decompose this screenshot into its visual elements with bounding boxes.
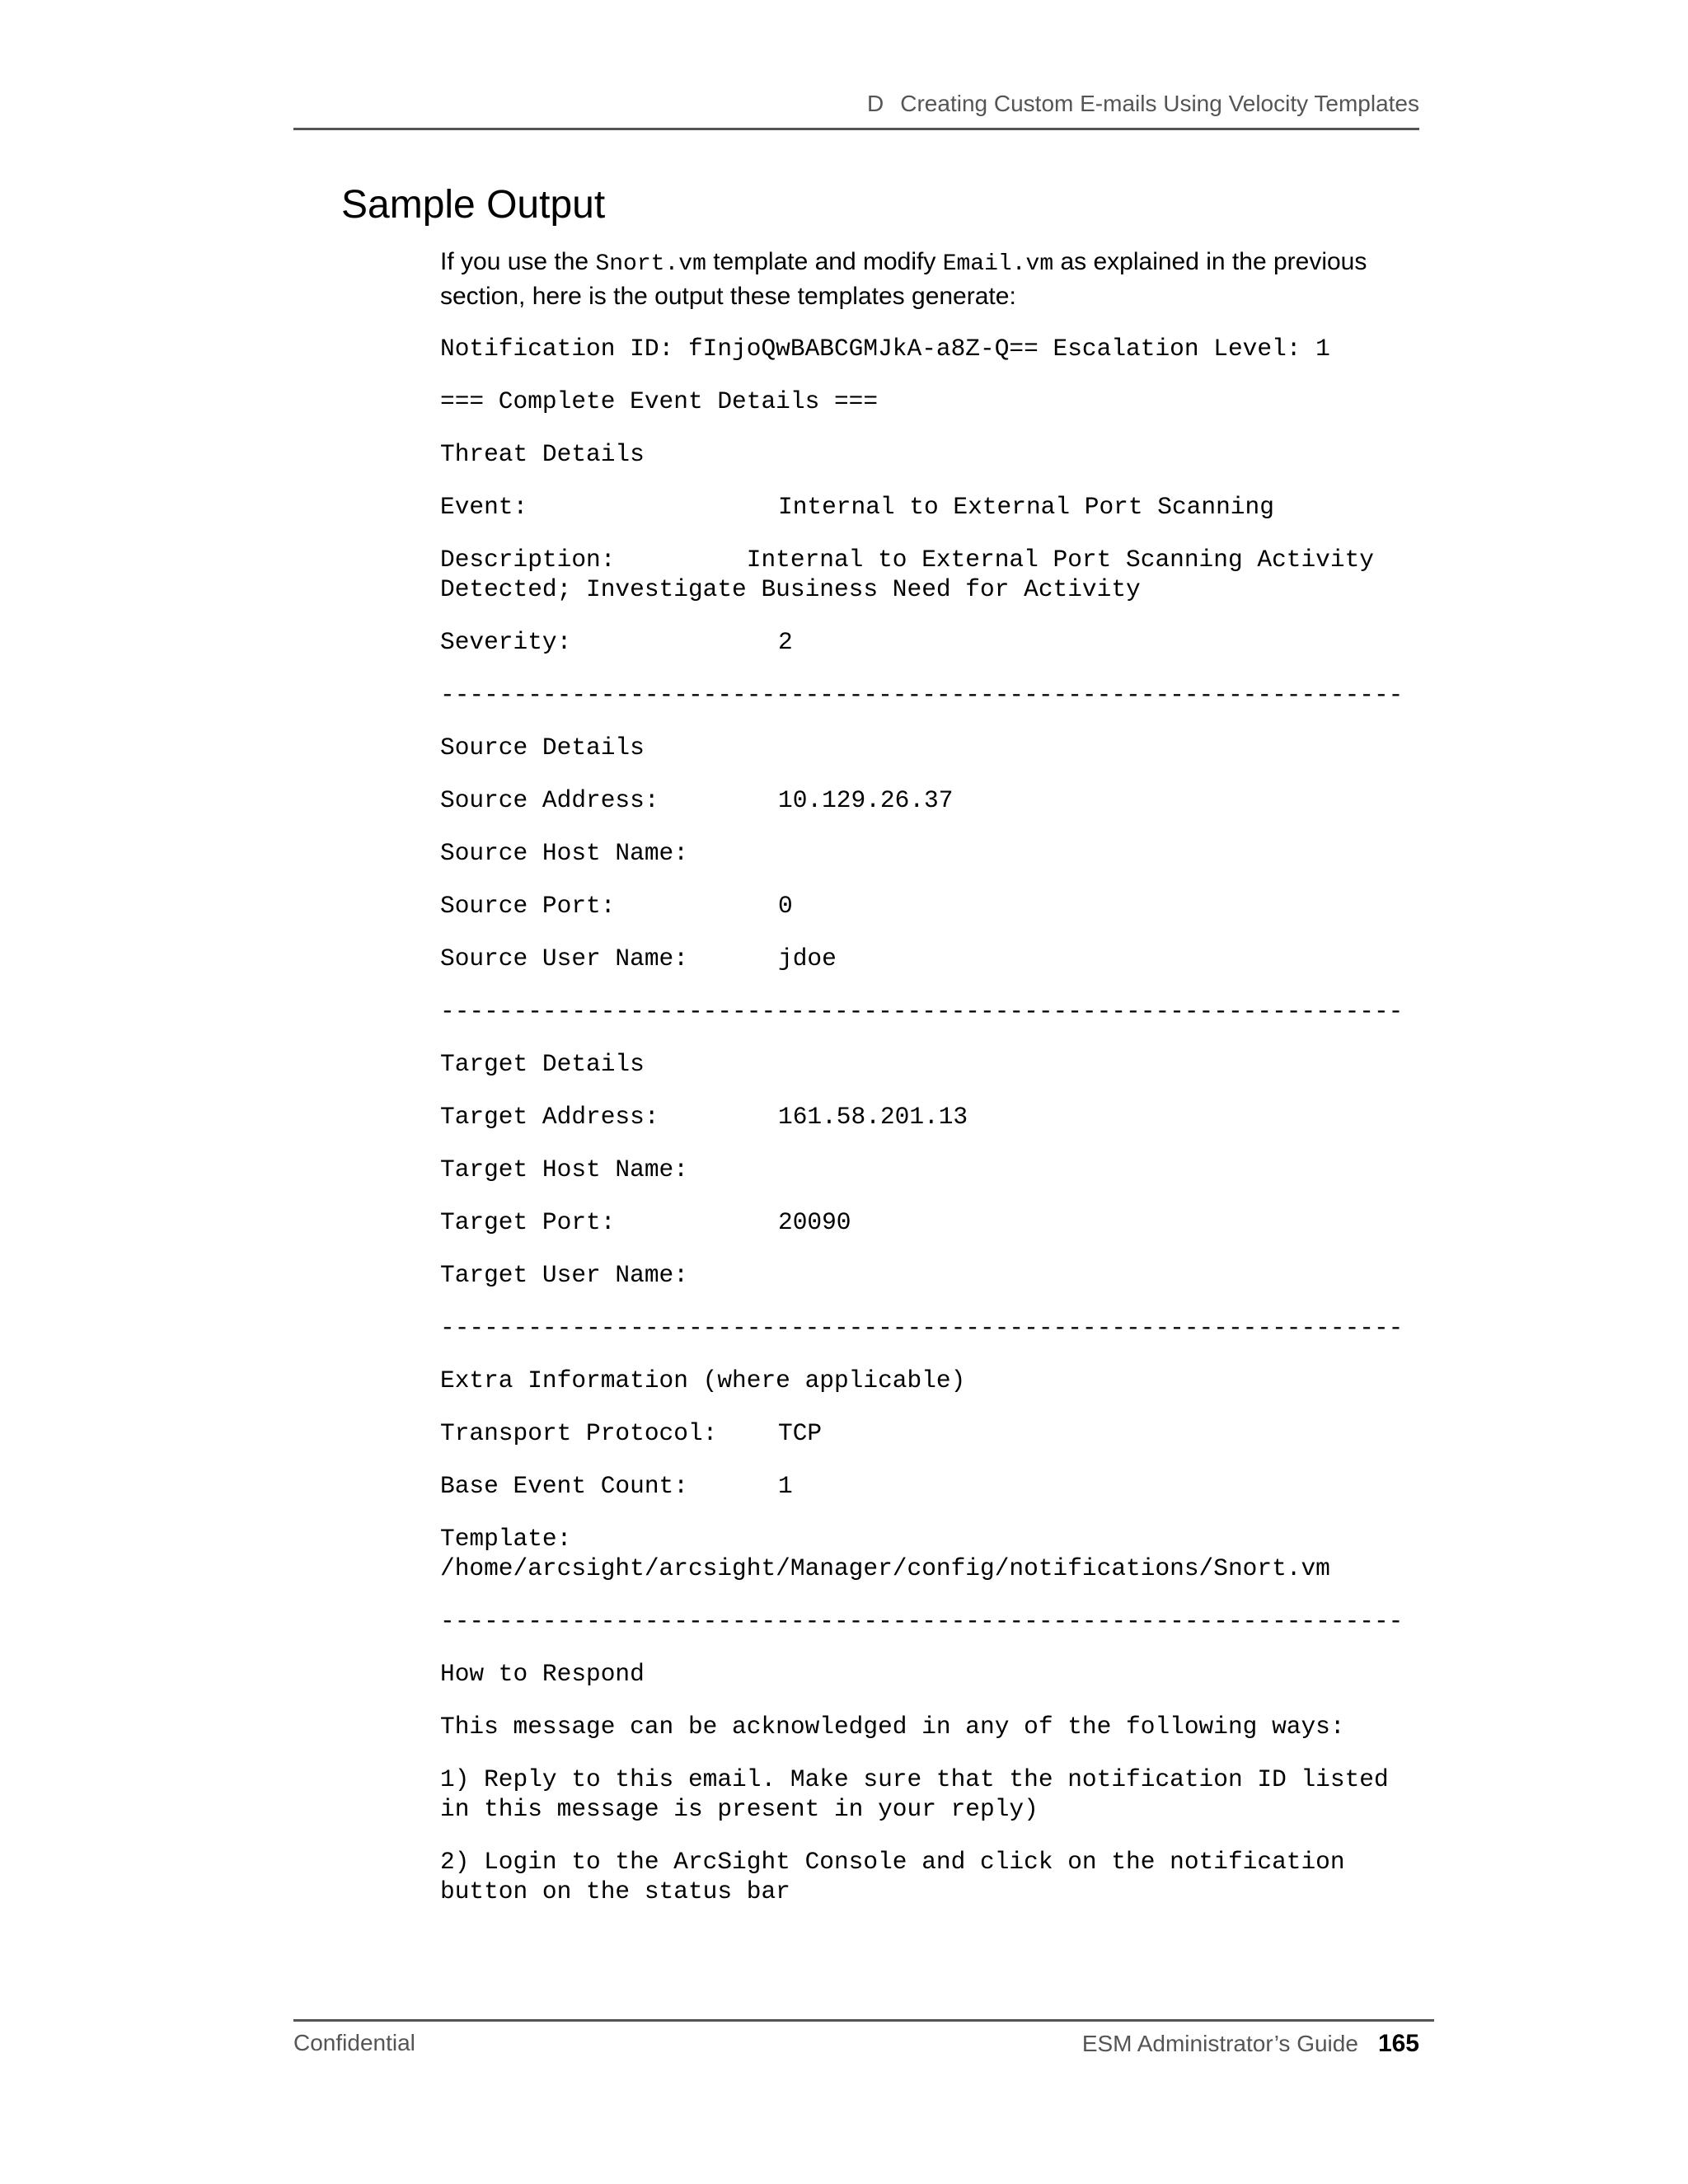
response-way-2-line-1: 2) Login to the ArcSight Console and click on the notification — [440, 1848, 1345, 1876]
severity-value: 2 — [778, 628, 793, 656]
acknowledge-intro: This message can be acknowledged in any of the following ways: — [440, 1713, 1345, 1741]
event-row — [440, 492, 1429, 522]
threat-details-heading: Threat Details — [440, 440, 645, 468]
response-way-1 — [440, 1765, 1429, 1824]
footer-confidential: Confidential — [293, 2030, 415, 2055]
section-title: Sample Output — [341, 183, 606, 227]
source-address-row — [440, 785, 1429, 815]
source-port-label: Source Port: — [440, 892, 616, 920]
target-address-row — [440, 1102, 1429, 1132]
source-address-value: 10.129.26.37 — [778, 786, 954, 814]
response-way-1-line-1: 1) Reply to this email. Make sure that the notification ID listed — [440, 1765, 1389, 1793]
chapter-title: Creating Custom E-mails Using Velocity Templates — [900, 91, 1419, 116]
source-details-heading: Source Details — [440, 733, 645, 762]
target-host-row — [440, 1155, 1429, 1184]
base-event-count-label: Base Event Count: — [440, 1472, 688, 1500]
target-user-row — [440, 1260, 1429, 1290]
target-port-value: 20090 — [778, 1208, 851, 1236]
severity-label: Severity: — [440, 628, 572, 656]
base-event-count-row — [440, 1471, 1429, 1501]
source-user-value: jdoe — [778, 944, 837, 972]
event-label: Event: — [440, 493, 528, 521]
template-row — [440, 1524, 1429, 1583]
transport-protocol-value: TCP — [778, 1419, 823, 1447]
divider-line: ------------------------------------------------------------------ — [440, 1607, 1404, 1635]
divider-line: ------------------------------------------------------------------ — [440, 1314, 1404, 1342]
intro-text-3: as explained in the previous section, here is the output these templates generate: — [440, 248, 1367, 310]
source-port-value: 0 — [778, 892, 793, 920]
severity-row — [440, 627, 1429, 657]
source-host-label: Source Host Name: — [440, 839, 688, 867]
intro-code-snort: Snort.vm — [595, 251, 706, 277]
intro-text-2: template and modify — [706, 248, 943, 275]
target-port-label: Target Port: — [440, 1208, 616, 1236]
response-way-1-line-2: in this message is present in your reply) — [440, 1795, 1039, 1823]
response-way-2-line-2: button on the status bar — [440, 1877, 790, 1905]
description-line-1: Description: Internal to External Port Scanning Activity — [440, 546, 1374, 574]
template-path: /home/arcsight/arcsight/Manager/config/notifications/Snort.vm — [440, 1554, 1330, 1582]
footer-guide — [1082, 2030, 1419, 2058]
target-host-label: Target Host Name: — [440, 1155, 688, 1183]
divider-line: ------------------------------------------------------------------ — [440, 681, 1404, 709]
how-to-respond-heading: How to Respond — [440, 1660, 645, 1688]
transport-protocol-row — [440, 1418, 1429, 1448]
source-host-row — [440, 838, 1429, 868]
complete-details-heading: === Complete Event Details === — [440, 387, 879, 415]
divider-line: ------------------------------------------------------------------ — [440, 997, 1404, 1025]
footer-rule — [293, 2019, 1434, 2022]
target-details-heading: Target Details — [440, 1050, 645, 1078]
footer-guide-title: ESM Administrator’s Guide — [1081, 2031, 1358, 2056]
source-address-label: Source Address: — [440, 786, 659, 814]
base-event-count-value: 1 — [778, 1472, 793, 1500]
target-user-label: Target User Name: — [440, 1261, 688, 1289]
chapter-letter: D — [867, 91, 884, 116]
event-value: Internal to External Port Scanning — [778, 493, 1274, 521]
target-address-value: 161.58.201.13 — [778, 1103, 968, 1131]
intro-code-email: Email.vm — [942, 251, 1054, 277]
intro-text-1: If you use the — [440, 248, 596, 275]
target-port-row — [440, 1207, 1429, 1237]
header-rule — [293, 128, 1419, 130]
running-header — [867, 91, 1419, 117]
sample-output-block — [440, 334, 1429, 1929]
intro-paragraph — [440, 246, 1421, 312]
target-address-label: Target Address: — [440, 1103, 659, 1131]
description-line-2: Detected; Investigate Business Need for Activity — [440, 575, 1141, 603]
template-label: Template: — [440, 1525, 572, 1553]
extra-info-heading: Extra Information (where applicable) — [440, 1366, 966, 1394]
description-row — [440, 545, 1429, 604]
source-user-label: Source User Name: — [440, 944, 688, 972]
source-port-row — [440, 891, 1429, 921]
page-number: 165 — [1377, 2030, 1419, 2057]
response-way-2 — [440, 1847, 1429, 1906]
source-user-row — [440, 944, 1429, 973]
notification-line: Notification ID: fInjoQwBABCGMJkA-a8Z-Q== Escalation Level: 1 — [440, 335, 1330, 363]
transport-protocol-label: Transport Protocol: — [440, 1419, 718, 1447]
